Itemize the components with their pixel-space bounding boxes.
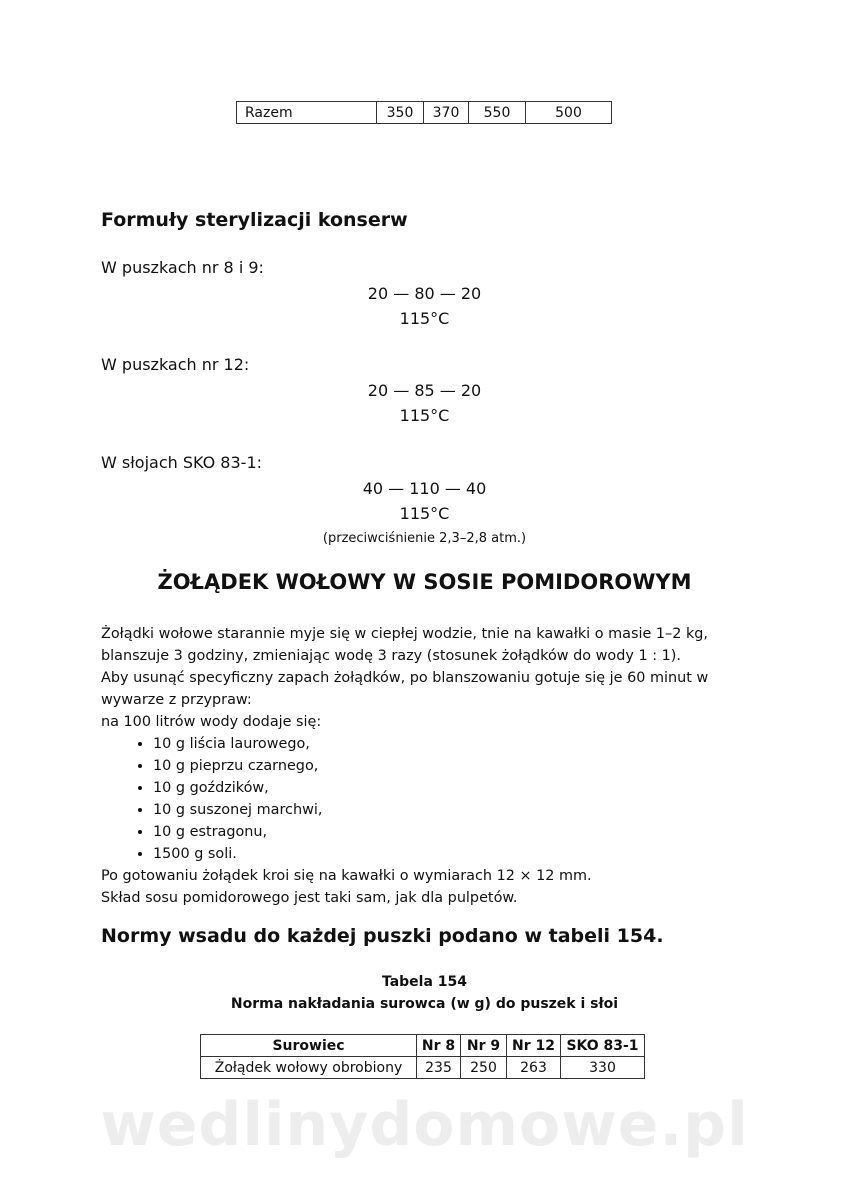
paragraph: Aby usunąć specyficzny zapach żołądków, po blanszowaniu gotuje się je 60 minut w wywarze z przypraw: [101,670,709,708]
sterilization-label: W słojach SKO 83-1: [101,453,263,472]
list-item: • 10 g liścia laurowego, [153,733,741,755]
table-title: Tabela 154 [381,974,468,990]
column-header: Nr 9 [461,1035,507,1057]
sterilization-label: W puszkach nr 8 i 9: [101,258,264,277]
section-heading-norms: Normy wsadu do każdej puszki podano w tabeli 154. [101,925,664,947]
norm-table [200,1034,645,1079]
recipe-title: ŻOŁĄDEK WOŁOWY W SOSIE POMIDOROWYM [157,570,692,594]
table-subtitle: Norma nakładania surowca (w g) do puszek i słoi [230,996,619,1012]
table-cell: 330 [561,1057,645,1079]
table-cell: Żołądek wołowy obrobiony [201,1057,417,1079]
formula-line: 20 — 85 — 20 [367,381,482,400]
summary-table [236,101,612,124]
paragraph: na 100 litrów wody dodaje się: [101,714,322,730]
list-item: • 1500 g soli. [153,843,741,865]
formula-temp: 115°C [399,309,450,328]
list-item: • 10 g estragonu, [153,821,741,843]
table-row [237,102,612,124]
column-header: Nr 8 [417,1035,461,1057]
list-item: • 10 g goździków, [153,777,741,799]
column-header: Nr 12 [507,1035,561,1057]
paragraph: Żołądki wołowe starannie myje się w ciepłej wodzie, tnie na kawałki o masie 1–2 kg, blanszuje 3 godziny, zmieniając wodę 3 razy (stosunek żołądków do wody 1 : 1). [101,626,708,664]
formula-temp: 115°C [399,504,450,523]
sterilization-label: W puszkach nr 12: [101,355,250,374]
list-item: • 10 g pieprzu czarnego, [153,755,741,777]
sterilization-formula [0,281,849,331]
row-label: Razem [237,102,377,124]
table-cell: 263 [507,1057,561,1079]
paragraph: Po gotowaniu żołądek kroi się na kawałki o wymiarach 12 × 12 mm. [101,868,592,884]
spice-list [101,733,741,865]
table-cell: 370 [424,102,469,124]
table-cell: 550 [469,102,526,124]
column-header: Surowiec [201,1035,417,1057]
formula-line: 40 — 110 — 40 [362,479,487,498]
table-cell: 235 [417,1057,461,1079]
table-cell: 500 [526,102,612,124]
formula-temp: 115°C [399,406,450,425]
column-header: SKO 83-1 [561,1035,645,1057]
formula-note: (przeciwciśnienie 2,3–2,8 atm.) [322,531,527,546]
sterilization-formula [0,378,849,428]
paragraph: Skład sosu pomidorowego jest taki sam, jak dla pulpetów. [101,890,518,906]
list-item: • 10 g suszonej marchwi, [153,799,741,821]
watermark: wedlinydomowe.pl [100,1090,749,1160]
sterilization-formula [0,476,849,551]
section-heading-sterilization: Formuły sterylizacji konserw [101,209,408,231]
table-cell: 250 [461,1057,507,1079]
recipe-body [101,623,741,909]
table-header-row [201,1035,645,1057]
table-row [201,1057,645,1079]
table-cell: 350 [377,102,424,124]
formula-line: 20 — 80 — 20 [367,284,482,303]
